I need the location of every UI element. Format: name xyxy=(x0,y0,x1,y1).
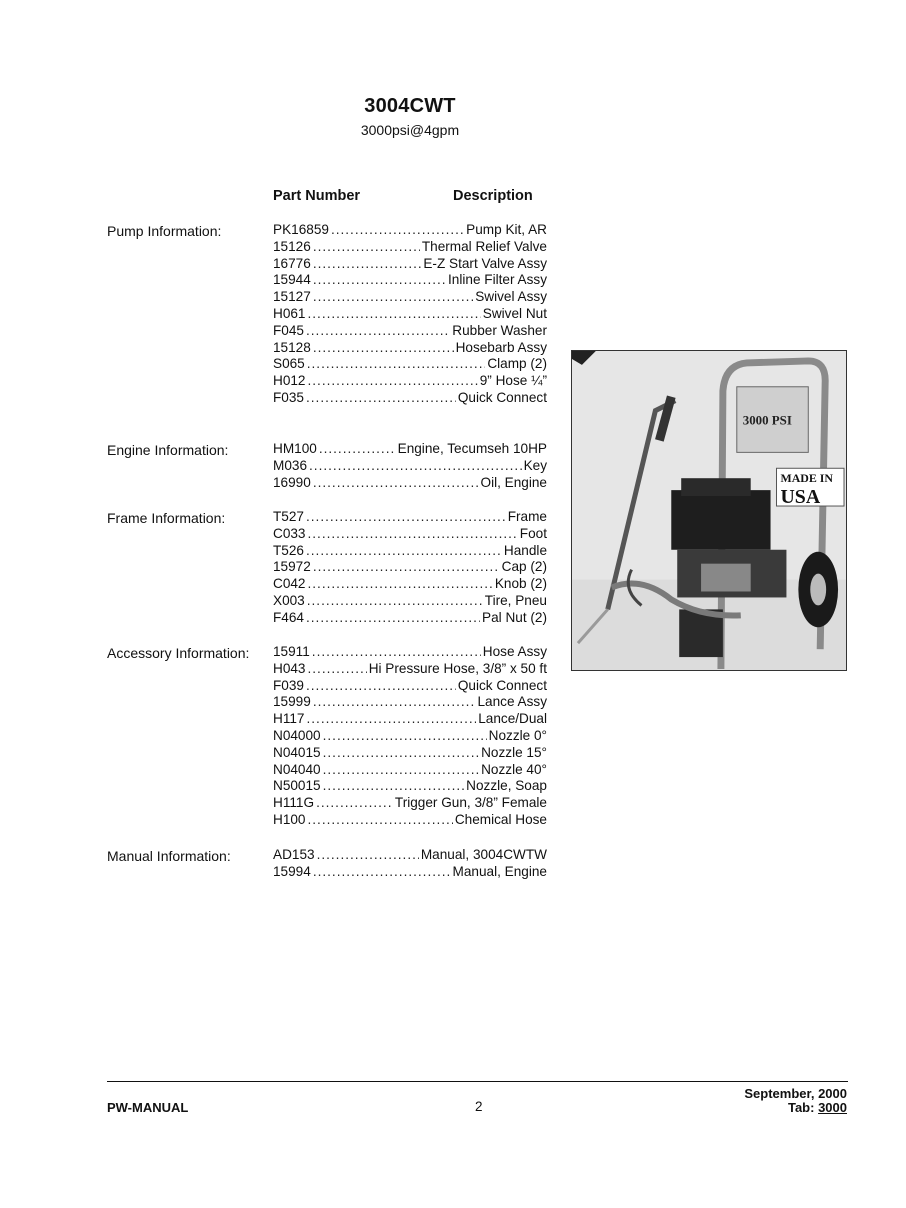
part-description: Foot xyxy=(519,525,547,541)
part-description: Engine, Tecumseh 10HP xyxy=(397,441,547,456)
part-row xyxy=(273,559,547,576)
part-number: H043 xyxy=(273,660,306,676)
page-number: 2 xyxy=(475,1099,483,1114)
part-number: N04000 xyxy=(273,727,321,743)
part-number: C033 xyxy=(273,525,306,541)
part-number: 15127 xyxy=(273,289,311,305)
part-description: Manual, Engine xyxy=(452,863,547,879)
part-number: F039 xyxy=(273,677,304,693)
section-label-accessory-information: Accessory Information: xyxy=(107,645,250,661)
part-row xyxy=(273,526,547,543)
part-number: 16990 xyxy=(273,474,311,490)
leader-dots xyxy=(323,728,487,745)
part-description: Nozzle 0° xyxy=(488,727,547,743)
part-description: Pump Kit, AR xyxy=(466,222,547,237)
part-number: X003 xyxy=(273,592,305,608)
part-description: Lance/Dual xyxy=(478,711,547,727)
part-number: F045 xyxy=(273,322,304,338)
leader-dots xyxy=(313,864,451,881)
leader-dots xyxy=(313,289,473,306)
part-number: H100 xyxy=(273,811,306,827)
part-row xyxy=(273,661,547,678)
leader-dots xyxy=(306,509,506,526)
part-description: Tire, Pneu xyxy=(484,592,547,608)
part-number: F464 xyxy=(273,609,304,625)
part-number: H012 xyxy=(273,373,306,389)
part-description: Knob (2) xyxy=(494,576,547,592)
part-description: E-Z Start Valve Assy xyxy=(423,255,547,271)
leader-dots xyxy=(313,475,479,492)
part-row xyxy=(273,306,547,323)
parts-group-frame-information xyxy=(273,509,547,627)
leader-dots xyxy=(319,441,396,458)
leader-dots xyxy=(313,256,422,273)
part-description: Thermal Relief Valve xyxy=(421,238,547,254)
part-number: M036 xyxy=(273,457,308,473)
part-description: Cap (2) xyxy=(501,559,547,575)
part-description: Quick Connect xyxy=(457,677,547,693)
parts-group-accessory-information xyxy=(273,644,547,829)
leader-dots xyxy=(317,847,419,864)
part-row xyxy=(273,239,547,256)
part-description: Rubber Washer xyxy=(452,322,547,338)
part-row xyxy=(273,256,547,273)
leader-dots xyxy=(313,272,446,289)
part-number: 15128 xyxy=(273,339,311,355)
pressure-rating: 3000psi@4gpm xyxy=(360,122,460,138)
leader-dots xyxy=(307,593,483,610)
tab-value: 3000 xyxy=(818,1100,847,1115)
part-description: 9” Hose ¼” xyxy=(479,373,547,389)
part-number: H061 xyxy=(273,305,306,321)
part-description: Hi Pressure Hose, 3/8” x 50 ft xyxy=(368,660,547,676)
part-row xyxy=(273,610,547,627)
part-row xyxy=(273,864,547,881)
parts-group-manual-information xyxy=(273,847,547,881)
part-row xyxy=(273,694,547,711)
section-label-engine-information: Engine Information: xyxy=(107,442,229,458)
part-number: 15126 xyxy=(273,238,311,254)
part-row xyxy=(273,272,547,289)
parts-group-pump-information xyxy=(273,222,547,407)
part-row xyxy=(273,678,547,695)
part-number: PK16859 xyxy=(273,222,329,237)
part-number: N04015 xyxy=(273,744,321,760)
part-number: T526 xyxy=(273,542,304,558)
part-number: HM100 xyxy=(273,441,317,456)
usa-text: USA xyxy=(780,486,821,509)
leader-dots xyxy=(323,762,479,779)
part-description: Key xyxy=(523,457,547,473)
leader-dots xyxy=(309,458,522,475)
part-number: S065 xyxy=(273,356,305,372)
pressure-washer-illustration xyxy=(572,351,846,670)
section-label-pump-information: Pump Information: xyxy=(107,223,222,239)
part-row xyxy=(273,390,547,407)
part-row xyxy=(273,576,547,593)
leader-dots xyxy=(331,222,464,239)
part-row xyxy=(273,847,547,864)
footer-date: September, 2000 xyxy=(744,1086,847,1101)
leader-dots xyxy=(308,576,493,593)
part-row xyxy=(273,458,547,475)
part-row xyxy=(273,795,547,812)
part-row xyxy=(273,644,547,661)
part-number: 15944 xyxy=(273,272,311,288)
part-number: N50015 xyxy=(273,778,321,794)
model-title: 3004CWT xyxy=(364,95,456,117)
part-number-header: Part Number xyxy=(273,188,361,204)
panel-text: 3000 PSI xyxy=(742,412,792,428)
part-row xyxy=(273,475,547,492)
part-number: H111G xyxy=(273,795,315,811)
description-header: Description xyxy=(453,188,533,204)
part-number: H117 xyxy=(273,711,305,727)
part-number: 15911 xyxy=(273,644,310,659)
pressure-washer-photo xyxy=(571,350,847,671)
part-row xyxy=(273,543,547,560)
part-row xyxy=(273,222,547,239)
part-number: 15994 xyxy=(273,863,311,879)
leader-dots xyxy=(323,745,479,762)
part-description: Nozzle 40° xyxy=(481,761,547,777)
part-row xyxy=(273,593,547,610)
part-description: Quick Connect xyxy=(457,389,547,405)
part-row xyxy=(273,323,547,340)
part-description: Trigger Gun, 3/8” Female xyxy=(394,795,547,811)
part-description: Swivel Assy xyxy=(475,289,547,305)
leader-dots xyxy=(306,543,502,560)
section-label-manual-information: Manual Information: xyxy=(107,848,231,864)
leader-dots xyxy=(307,356,486,373)
leader-dots xyxy=(308,526,518,543)
leader-dots xyxy=(308,373,478,390)
part-description: Nozzle 15° xyxy=(481,744,547,760)
leader-dots xyxy=(312,644,481,661)
part-description: Frame xyxy=(507,509,547,524)
part-row xyxy=(273,812,547,829)
footer-rule xyxy=(107,1081,848,1082)
part-description: Clamp (2) xyxy=(487,356,547,372)
leader-dots xyxy=(306,323,450,340)
part-description: Swivel Nut xyxy=(482,305,547,321)
part-row xyxy=(273,509,547,526)
part-row xyxy=(273,711,547,728)
part-row xyxy=(273,340,547,357)
part-number: 15972 xyxy=(273,559,311,575)
part-row xyxy=(273,778,547,795)
leader-dots xyxy=(307,711,477,728)
part-row xyxy=(273,745,547,762)
footer-manual-name: PW-MANUAL xyxy=(107,1100,189,1115)
part-number: 15999 xyxy=(273,694,311,710)
part-description: Chemical Hose xyxy=(454,811,547,827)
part-description: Hosebarb Assy xyxy=(455,339,547,355)
leader-dots xyxy=(323,778,465,795)
part-number: N04040 xyxy=(273,761,321,777)
leader-dots xyxy=(306,390,456,407)
part-description: Lance Assy xyxy=(477,694,547,710)
section-label-frame-information: Frame Information: xyxy=(107,510,226,526)
leader-dots xyxy=(313,340,454,357)
leader-dots xyxy=(308,812,453,829)
part-description: Manual, 3004CWTW xyxy=(420,847,547,862)
leader-dots xyxy=(313,239,420,256)
part-number: T527 xyxy=(273,509,304,524)
leader-dots xyxy=(308,661,367,678)
part-row xyxy=(273,728,547,745)
leader-dots xyxy=(306,678,456,695)
part-description: Inline Filter Assy xyxy=(448,272,547,288)
footer-tab xyxy=(788,1100,847,1115)
part-number: AD153 xyxy=(273,847,315,862)
tab-label: Tab: xyxy=(787,1100,815,1115)
part-row xyxy=(273,373,547,390)
part-row xyxy=(273,762,547,779)
made-in-text: MADE IN xyxy=(780,471,834,486)
part-row xyxy=(273,441,547,458)
part-number: C042 xyxy=(273,576,306,592)
parts-group-engine-information xyxy=(273,441,547,491)
leader-dots xyxy=(313,694,476,711)
part-description: Hose Assy xyxy=(482,644,547,659)
part-number: 16776 xyxy=(273,255,311,271)
leader-dots xyxy=(313,559,500,576)
leader-dots xyxy=(306,610,480,627)
part-description: Oil, Engine xyxy=(480,474,547,490)
leader-dots xyxy=(316,795,393,812)
part-description: Pal Nut (2) xyxy=(482,609,547,625)
part-description: Handle xyxy=(503,542,547,558)
part-row xyxy=(273,289,547,306)
part-row xyxy=(273,356,547,373)
leader-dots xyxy=(308,306,481,323)
part-description: Nozzle, Soap xyxy=(466,778,547,794)
part-number: F035 xyxy=(273,389,304,405)
